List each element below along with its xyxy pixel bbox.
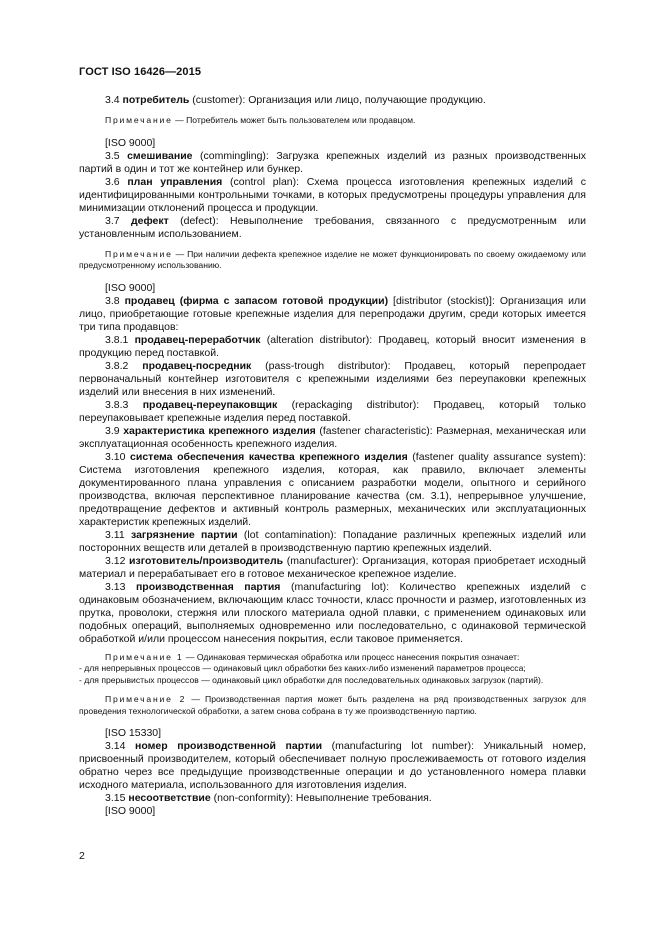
term-3-13: 3.13 производственная партия (manufacturing lot): Количество крепежных изделий с одинаковым обозначением, включающим класс точности, класс прочности и размер, изготовленных из прутка, проволоки, стержня или плоского материала одной плавки, с применением одинаковых или подобных операций, выполняемых одновременно или последовательно, с одинаковой термической обработкой и/или процессом нанесения покрытия, если таковое применяется. (79, 580, 586, 645)
term-3-8: 3.8 продавец (фирма с запасом готовой продукции) [distributor (stockist)]: Организация или лицо, приобретающие готовые крепежные изделия для перепродажи другим, среди которых имеется три типа продавцов: (79, 294, 586, 333)
note-3-4: Примечание — Потребитель может быть пользователем или продавцом. (105, 115, 416, 125)
ref-3-7: [ISO 9000] (105, 281, 156, 294)
ref-3-13: [ISO 15330] (105, 727, 162, 739)
term-3-12: 3.12 изготовитель/производитель (manufacturer): Организация, которая приобретает исходный материал и перерабатывает его в готовое механическое крепежное изделие. (79, 554, 586, 580)
term-3-6: 3.6 план управления (control plan): Схема процесса изготовления крепежных изделий с идентифицированными контрольными точками, в которых предусмотрены процедуры управления для минимизации отклонений процесса и продукции. (79, 175, 586, 214)
term-3-8-1: 3.8.1 продавец-переработчик (alteration distributor): Продавец, который вносит изменения в продукцию перед поставкой. (79, 333, 587, 359)
term-3-11: 3.11 загрязнение партии (lot contamination): Попадание различных крепежных изделий или посторонних веществ или деталей в производственную партию крепежных изделий. (79, 528, 586, 554)
note-3-7: Примечание — При наличии дефекта крепежное изделие не может функционировать по своему ожидаемому или предусмотренному использованию. (79, 248, 586, 270)
note-3-13-1: Примечание 1 — Одинаковая термическая обработка или процесс нанесения покрытия означает: (105, 651, 520, 662)
ref-3-15: [ISO 9000] (105, 805, 156, 817)
note-3-13-1-bullet-1: - для непрерывных процессов — одинаковый цикл обработки без каких-либо изменений параметров процесса; (79, 663, 526, 673)
term-3-14: 3.14 номер производственной партии (manufacturing lot number): Уникальный номер, присвоенный производителем, который обеспечивает полную прослеживаемость от готового изделия обратно через все предыдущие производственные операции и до установленного номера плавки исходного материала, использованного для изготовления изделия. (79, 740, 587, 791)
term-3-15: 3.15 несоответствие (non-conformity): Невыполнение требования. (105, 792, 432, 804)
note-3-13-1-bullet-2: - для прерывистых процессов — одинаковый цикл обработки для последовательных одинаковых загрузок (партий). (79, 674, 544, 685)
note-3-13-2: Примечание 2 — Производственная партия может быть разделена на ряд производственных загрузок для проведения технологической обработки, а затем снова собрана в ту же производственную партию. (79, 694, 586, 716)
document-body (79, 94, 586, 818)
ref-3-4: [ISO 9000] (105, 136, 156, 149)
term-3-4: 3.4 потребитель (customer): Организация или лицо, получающие продукцию. (105, 94, 486, 106)
term-3-10: 3.10 система обеспечения качества крепежного изделия (fastener quality assurance system): Система изготовления крепежного изделия, которая, как правило, включает элементы документированного плана управления с описанием разработки модели, опытного и серийного производства, включая перспективное планирование качества (см. 3.1), непрерывное улучшение, предотвращение дефектов и активный контроль размерных, механических или эксплуатационных характеристик крепежных изделий. (79, 450, 586, 528)
term-3-8-2: 3.8.2 продавец-посредник (pass-trough distributor): Продавец, который перепродает первоначальный контейнер изготовителя с крепежными изделиями без переупаковки крепежных изделий или внесения в них изменений. (79, 359, 586, 398)
term-3-5: 3.5 смешивание (commingling): Загрузка крепежных изделий из разных производственных партий в один и тот же контейнер или бункер. (79, 149, 586, 175)
term-3-8-3: 3.8.3 продавец-переупаковщик (repackaging distributor): Продавец, который только переупаковывает крепежные изделия перед поставкой. (79, 398, 586, 424)
document-header: ГОСТ ISO 16426—2015 (79, 66, 202, 78)
term-3-9: 3.9 характеристика крепежного изделия (fastener characteristic): Размерная, механическая или эксплуатационная особенность крепежного изделия. (79, 424, 586, 450)
page-number: 2 (79, 850, 85, 862)
term-3-7: 3.7 дефект (defect): Невыполнение требования, связанного с предусмотренным или установленным использованием. (79, 214, 586, 240)
